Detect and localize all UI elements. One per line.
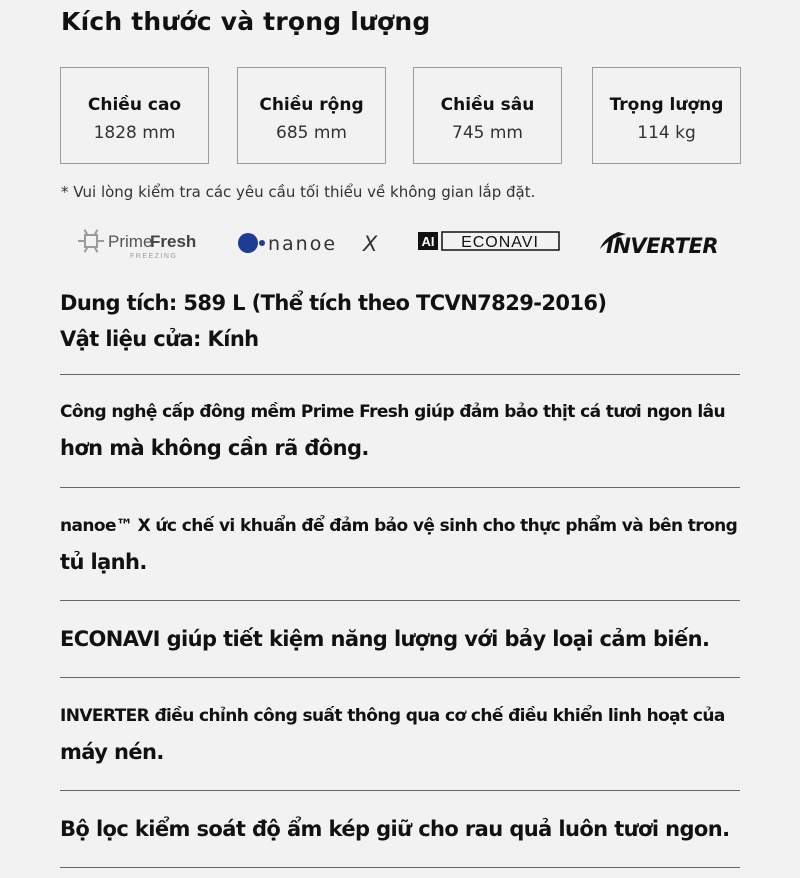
spec-grid (0, 67, 800, 164)
econavi-text: ECONAVI (461, 234, 539, 251)
feature-line: tủ lạnh. (60, 550, 147, 574)
feature-line: INVERTER điều chỉnh công suất thông qua cơ chế điều khiển linh hoạt của (60, 706, 725, 726)
spec-label: Chiều rộng (259, 95, 364, 115)
feature-line: hơn mà không cần rã đông. (60, 436, 369, 460)
spec-label: Trọng lượng (609, 95, 724, 115)
feature-line: ECONAVI giúp tiết kiệm năng lượng với bảy loại cảm biến. (60, 627, 710, 651)
section-title: Kích thước và trọng lượng (61, 7, 431, 36)
feature-nanoe-x (60, 488, 740, 601)
prime-fresh-word1: Prime (108, 232, 153, 251)
spec-value: 114 kg (637, 123, 696, 143)
spec-card-height (60, 67, 209, 164)
feature-prime-fresh (60, 375, 740, 488)
feature-line: Bộ lọc kiểm soát độ ẩm kép giữ cho rau quả luôn tươi ngon. (60, 817, 730, 841)
feature-line: máy nén. (60, 740, 164, 764)
ai-badge-text: AI (421, 234, 435, 249)
nanoe-dot-icon (238, 233, 258, 253)
prime-fresh-word2: Fresh (150, 232, 197, 251)
prime-fresh-sub: FREEZING (130, 253, 178, 260)
spec-card-width (237, 67, 386, 164)
prime-fresh-logo (74, 222, 198, 262)
nanoe-x-mark: X (363, 232, 378, 256)
spec-value: 685 mm (276, 123, 347, 143)
spec-label: Chiều sâu (440, 95, 535, 115)
installation-note: * Vui lòng kiểm tra các yêu cầu tối thiểu về không gian lắp đặt. (61, 183, 536, 201)
spec-value: 1828 mm (93, 123, 176, 143)
feature-econavi (60, 601, 740, 678)
feature-humidity-filter (60, 791, 740, 868)
feature-list (60, 283, 740, 868)
technology-logos (0, 222, 800, 262)
spec-card-weight (592, 67, 741, 164)
spec-card-depth (413, 67, 562, 164)
nanoe-x-logo (237, 222, 387, 262)
feature-inverter (60, 678, 740, 791)
inverter-text: INVERTER (606, 234, 719, 258)
snowflake-icon (78, 230, 104, 253)
feature-line: Vật liệu cửa: Kính (60, 327, 259, 351)
nanoe-text: nanoe (268, 233, 338, 255)
spec-label: Chiều cao (87, 95, 182, 115)
inverter-logo (596, 222, 740, 262)
ai-econavi-logo (418, 222, 562, 262)
feature-capacity-door (60, 283, 740, 375)
feature-line: nanoe™ X ức chế vi khuẩn để đảm bảo vệ sinh cho thực phẩm và bên trong (60, 516, 738, 536)
spec-value: 745 mm (452, 123, 523, 143)
feature-line: Dung tích: 589 L (Thể tích theo TCVN7829-2016) (60, 291, 607, 315)
feature-line: Công nghệ cấp đông mềm Prime Fresh giúp đảm bảo thịt cá tươi ngon lâu (60, 402, 726, 422)
